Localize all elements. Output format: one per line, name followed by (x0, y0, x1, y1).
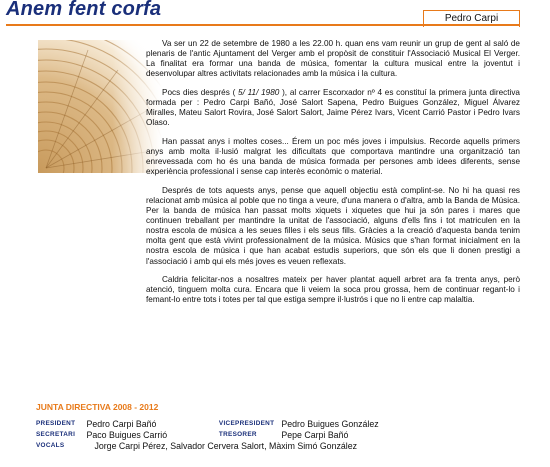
paragraph-text: ), al carrer Escorxador nº 4 es constituí la primera junta directiva formada per : Pedro Carpi Bañó, José Salort Sapena, Pedro Buigues González, Miguel Álvarez Miralles, Mateu Salort Rovira, José Salort Salort, Jaime Pérez Ivars, Vicent Carrió Pastor i Pedro Ivars Olaso. (146, 87, 520, 128)
member-name: Paco Buigues Carrió (86, 429, 168, 440)
page-title: Anem fent corfa (6, 0, 162, 20)
article-paragraph: Han passat anys i moltes coses... Érem un poc més joves i impulsius. Recorde aquells primers anys amb molta il·lusió malgrat les dificultats que comportava mantindre una organització tan enrevessada com ho és una banda de música formada per persones amb idees diferents, sense experiència professional i sense cap interès econòmic o material. (146, 136, 520, 177)
member-name: Pedro Carpi Bañó (86, 418, 157, 429)
member-name: Pedro Buigues González (281, 418, 379, 429)
article-body (146, 39, 520, 314)
role-label: VICEPRESIDENT (218, 420, 275, 428)
article-paragraph: Caldria felicitar-nos a nosaltres mateix per haver plantat aquell arbret ara fa trenta anys, però atenció, tinguem molta cura. Encara que li veiem la soca prou grossa, hem de continuar regant-lo i femant-lo entre tots i totes per tal que estiga sempre il·lustrós i que no li entre cap malaltia. (146, 275, 520, 305)
member-name: Jorge Carpi Pérez, Salvador Cervera Salort, Màxim Simó González (94, 440, 357, 451)
date-text: 5/ 11/ 1980 (238, 87, 280, 97)
role-label: TRESORER (218, 431, 257, 439)
board-section (36, 402, 516, 451)
article-paragraph: Després de tots aquests anys, pense que aquell objectiu està complint-se. No hi ha quasi res relacionat amb música al poble que no tinga a veure, d'una manera o d'altra, amb la Banda de Música. Per la banda de música han passat molts xiquets i xiquetes que hui ja són pares i mares que continuen treballant per mantindre la unitat de l'associació, alguns d'ells fins i tot matriculen en la nostra escola de música a les seues filles i els seus fills. Gràcies a la creació d'aquesta banda tenim molta gent que està vivint professionalment de la música. Músics que s'han format inicialment en la nostra escola de música i que han acabat estudis superiors, que són els que li donen prestigi a l'associació i amb qui els més joves es veuen reflexats. (146, 185, 520, 266)
article-paragraph: Va ser un 22 de setembre de 1980 a les 22.00 h. quan ens vam reunir un grup de gent al saló de plenaris de l'antic Ajuntament del Verger amb el propòsit de constituir l'Associació Musical El Verger. La finalitat era formar una banda de música, fomentar la cultura musical entre la joventut i desenvolupar altres activitats relacionades amb la música i la cultura. (146, 39, 520, 79)
role-label: PRESIDENT (36, 420, 76, 428)
role-label: SECRETARI (36, 431, 76, 439)
role-label: VOCALS (36, 442, 65, 450)
tree-ring-image (38, 40, 162, 173)
board-row (36, 426, 516, 440)
board-row (36, 437, 516, 451)
paragraph-text: Pocs dies després ( (162, 87, 239, 97)
title-underline (6, 24, 520, 26)
member-name: Pepe Carpi Bañó (281, 429, 349, 440)
article-paragraph (146, 88, 520, 128)
board-row (36, 415, 516, 429)
board-title: JUNTA DIRECTIVA 2008 - 2012 (36, 402, 159, 412)
author-name: Pedro Carpi (423, 10, 520, 27)
